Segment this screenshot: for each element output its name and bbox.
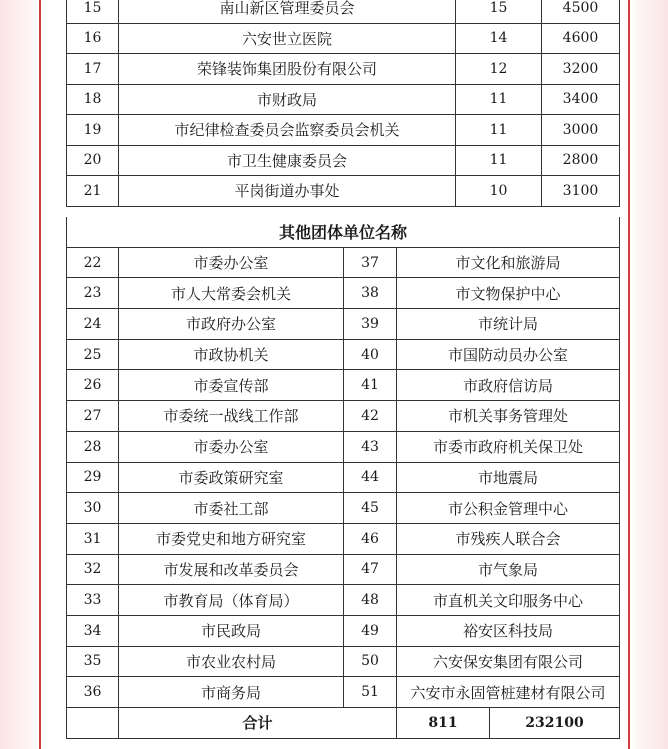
right-red-border (628, 0, 630, 749)
unit-name-left: 市政府办公室 (119, 309, 344, 340)
other-unit-row (67, 585, 620, 616)
row-number-left: 31 (67, 523, 119, 554)
row-number-left: 23 (67, 278, 119, 309)
row-number-right: 45 (344, 493, 397, 524)
ranked-row (67, 54, 620, 85)
row-number-left: 34 (67, 615, 119, 646)
unit-name: 市财政局 (119, 84, 456, 115)
unit-name-right: 市委市政府机关保卫处 (397, 431, 620, 462)
right-margin-shade (630, 0, 668, 749)
other-unit-row (67, 370, 620, 401)
unit-name-right: 市地震局 (397, 462, 620, 493)
total-blank-cell (67, 708, 119, 739)
row-number-left: 29 (67, 462, 119, 493)
ranked-units-body (67, 0, 620, 206)
unit-name-left: 市人大常委会机关 (119, 278, 344, 309)
unit-name-right: 市气象局 (397, 554, 620, 585)
unit-name: 六安世立医院 (119, 23, 456, 54)
row-number-left: 28 (67, 431, 119, 462)
unit-name-left: 市农业农村局 (119, 646, 344, 677)
ranked-row (67, 84, 620, 115)
total-amount: 232100 (525, 714, 584, 731)
row-number-left: 33 (67, 585, 119, 616)
row-number-left: 35 (67, 646, 119, 677)
unit-name: 荣锋装饰集团股份有限公司 (119, 54, 456, 85)
row-number: 21 (67, 176, 119, 207)
other-unit-row (67, 493, 620, 524)
total-count: 811 (397, 708, 490, 738)
unit-name-right: 市公积金管理中心 (397, 493, 620, 524)
unit-name-left: 市委办公室 (119, 247, 344, 278)
row-number-left: 30 (67, 493, 119, 524)
row-number: 19 (67, 115, 119, 146)
total-row (67, 708, 620, 739)
unit-name-left: 市委政策研究室 (119, 462, 344, 493)
amount-value: 3100 (542, 176, 620, 207)
count-value: 11 (456, 145, 542, 176)
other-unit-row (67, 554, 620, 585)
unit-name-right: 裕安区科技局 (397, 615, 620, 646)
row-number: 18 (67, 84, 119, 115)
amount-value: 3400 (542, 84, 620, 115)
count-value: 10 (456, 176, 542, 207)
row-number-right: 41 (344, 370, 397, 401)
row-number-right: 51 (344, 677, 397, 708)
row-number-left: 36 (67, 677, 119, 708)
ranked-row (67, 115, 620, 146)
other-units-title: 其他团体单位名称 (67, 217, 620, 247)
unit-name-right: 市国防动员办公室 (397, 339, 620, 370)
unit-name-left: 市民政局 (119, 615, 344, 646)
ranked-row (67, 23, 620, 54)
unit-name-right: 市机关事务管理处 (397, 401, 620, 432)
other-units-header-row (67, 217, 620, 247)
amount-value: 4500 (542, 0, 620, 23)
row-number-left: 24 (67, 309, 119, 340)
other-unit-row (67, 523, 620, 554)
unit-name-right: 市直机关文印服务中心 (397, 585, 620, 616)
row-number-right: 37 (344, 247, 397, 278)
ranked-row (67, 176, 620, 207)
row-number-right: 42 (344, 401, 397, 432)
row-number-right: 39 (344, 309, 397, 340)
unit-name-left: 市委宣传部 (119, 370, 344, 401)
unit-name-right: 市残疾人联合会 (397, 523, 620, 554)
other-unit-row (67, 278, 620, 309)
other-unit-row (67, 401, 620, 432)
other-unit-row (67, 247, 620, 278)
row-number-left: 25 (67, 339, 119, 370)
unit-name-left: 市商务局 (119, 677, 344, 708)
unit-name-left: 市委办公室 (119, 431, 344, 462)
other-units-table (66, 217, 620, 739)
row-number-right: 38 (344, 278, 397, 309)
other-unit-row (67, 677, 620, 708)
unit-name-left: 市委社工部 (119, 493, 344, 524)
unit-name-left: 市委统一战线工作部 (119, 401, 344, 432)
count-value: 14 (456, 23, 542, 54)
unit-name-right: 市统计局 (397, 309, 620, 340)
count-value: 15 (456, 0, 542, 23)
row-number-left: 32 (67, 554, 119, 585)
row-number-right: 47 (344, 554, 397, 585)
other-unit-row (67, 615, 620, 646)
row-number-right: 49 (344, 615, 397, 646)
row-number: 17 (67, 54, 119, 85)
ranked-row (67, 145, 620, 176)
unit-name-left: 市委党史和地方研究室 (119, 523, 344, 554)
other-unit-row (67, 309, 620, 340)
unit-name-right: 市政府信访局 (397, 370, 620, 401)
amount-value: 3200 (542, 54, 620, 85)
amount-value: 2800 (542, 145, 620, 176)
unit-name: 南山新区管理委员会 (119, 0, 456, 23)
row-number-left: 26 (67, 370, 119, 401)
row-number: 15 (67, 0, 119, 23)
unit-name-right: 市文物保护中心 (397, 278, 620, 309)
amount-value: 3000 (542, 115, 620, 146)
count-value: 12 (456, 54, 542, 85)
count-value: 11 (456, 84, 542, 115)
other-unit-row (67, 462, 620, 493)
unit-name-right: 市文化和旅游局 (397, 247, 620, 278)
row-number-right: 40 (344, 339, 397, 370)
row-number: 16 (67, 23, 119, 54)
other-units-body (67, 217, 620, 708)
total-body (67, 708, 620, 739)
row-number: 20 (67, 145, 119, 176)
unit-name: 市卫生健康委员会 (119, 145, 456, 176)
row-number-left: 27 (67, 401, 119, 432)
total-label: 合计 (119, 708, 397, 739)
left-margin-shade (0, 0, 40, 749)
row-number-right: 50 (344, 646, 397, 677)
left-red-border (39, 0, 41, 749)
row-number-right: 46 (344, 523, 397, 554)
ranked-row (67, 0, 620, 23)
unit-name-right: 六安市永固管桩建材有限公司 (397, 677, 620, 708)
unit-name-left: 市教育局（体育局） (119, 585, 344, 616)
count-value: 11 (456, 115, 542, 146)
amount-value: 4600 (542, 23, 620, 54)
unit-name: 市纪律检查委员会监察委员会机关 (119, 115, 456, 146)
other-unit-row (67, 646, 620, 677)
unit-name-left: 市政协机关 (119, 339, 344, 370)
row-number-right: 43 (344, 431, 397, 462)
total-values-cell (397, 708, 620, 739)
unit-name-right: 六安保安集团有限公司 (397, 646, 620, 677)
other-unit-row (67, 431, 620, 462)
unit-name: 平岗街道办事处 (119, 176, 456, 207)
other-unit-row (67, 339, 620, 370)
ranked-units-table (66, 0, 620, 207)
unit-name-left: 市发展和改革委员会 (119, 554, 344, 585)
row-number-left: 22 (67, 247, 119, 278)
row-number-right: 48 (344, 585, 397, 616)
row-number-right: 44 (344, 462, 397, 493)
